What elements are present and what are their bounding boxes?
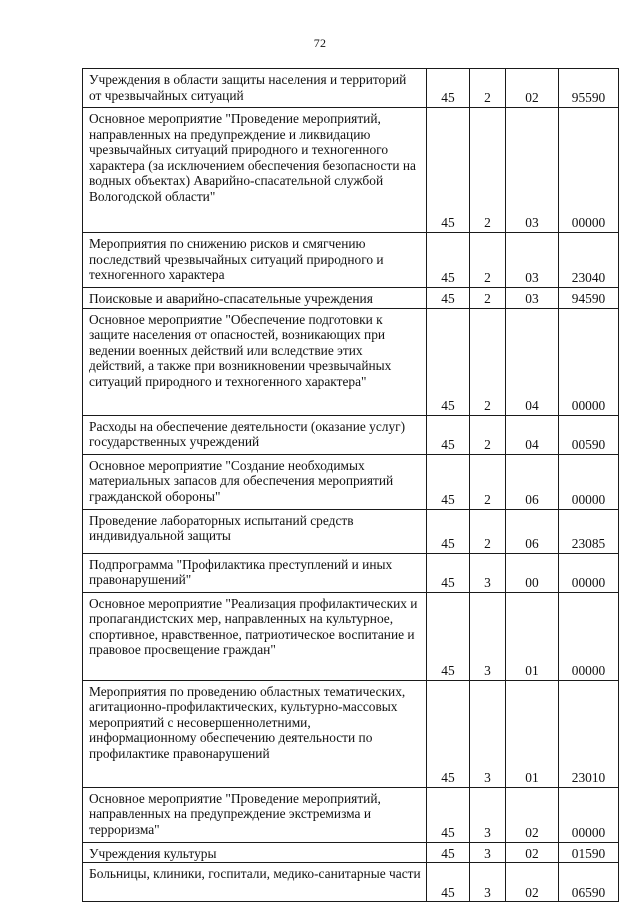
row-name: Проведение лабораторных испытаний средств индивидуальной защиты bbox=[89, 512, 354, 544]
code-subprogram-cell: 3 bbox=[470, 680, 506, 787]
table-row bbox=[83, 69, 619, 108]
code-program-cell: 45 bbox=[427, 592, 470, 680]
code-event-cell: 03 bbox=[506, 108, 559, 233]
code-event-cell: 02 bbox=[506, 69, 559, 108]
code-subprogram-cell: 2 bbox=[470, 509, 506, 553]
code-event-cell: 03 bbox=[506, 288, 559, 309]
row-name-cell bbox=[83, 787, 427, 842]
code-subprogram-cell: 2 bbox=[470, 288, 506, 309]
row-name: Основное мероприятие "Проведение мероприятий, направленных на предупреждение экстремизма и терроризма" bbox=[89, 790, 381, 837]
code-direction-cell: 01590 bbox=[559, 842, 619, 863]
row-name-cell bbox=[83, 842, 427, 863]
code-subprogram-cell: 3 bbox=[470, 592, 506, 680]
code-direction-cell: 00000 bbox=[559, 592, 619, 680]
code-event-cell: 04 bbox=[506, 415, 559, 454]
row-name-cell bbox=[83, 69, 427, 108]
row-name: Расходы на обеспечение деятельности (оказание услуг) государственных учреждений bbox=[89, 418, 406, 450]
code-direction-cell: 00000 bbox=[559, 454, 619, 509]
code-program-cell: 45 bbox=[427, 308, 470, 415]
code-event-cell: 01 bbox=[506, 592, 559, 680]
page-number: 72 bbox=[313, 36, 327, 50]
row-name: Основное мероприятие "Проведение мероприятий, направленных на предупреждение и ликвидацию чрезвычайных ситуаций природного и техногенного характера (за исключением обеспечения безопасности на водных объектах) Аварийно-спасательной службой Вологодской области" bbox=[89, 111, 416, 204]
row-name: Мероприятия по снижению рисков и смягчению последствий чрезвычайных ситуаций природного и техногенного характера bbox=[89, 236, 384, 283]
code-program-cell: 45 bbox=[427, 787, 470, 842]
row-name-cell bbox=[83, 108, 427, 233]
code-subprogram-cell: 2 bbox=[470, 233, 506, 288]
row-name-cell bbox=[83, 308, 427, 415]
code-direction-cell: 23085 bbox=[559, 509, 619, 553]
row-name: Основное мероприятие "Обеспечение подготовки к защите населения от опасностей, возникающих при ведении военных действий или вследствие этих действий, а также при возникновении чрезвычайных ситуаций природного и техногенного характера" bbox=[89, 311, 392, 389]
row-name-cell bbox=[83, 454, 427, 509]
code-program-cell: 45 bbox=[427, 680, 470, 787]
code-event-cell: 01 bbox=[506, 680, 559, 787]
code-program-cell: 45 bbox=[427, 863, 470, 902]
table-row bbox=[83, 553, 619, 592]
row-name-cell bbox=[83, 509, 427, 553]
budget-table-body bbox=[83, 69, 619, 902]
code-subprogram-cell: 3 bbox=[470, 842, 506, 863]
code-direction-cell: 00000 bbox=[559, 308, 619, 415]
row-name-cell bbox=[83, 415, 427, 454]
code-direction-cell: 00590 bbox=[559, 415, 619, 454]
row-name: Учреждения культуры bbox=[89, 845, 217, 861]
table-row bbox=[83, 233, 619, 288]
code-event-cell: 02 bbox=[506, 842, 559, 863]
row-name-cell bbox=[83, 553, 427, 592]
code-direction-cell: 00000 bbox=[559, 553, 619, 592]
code-program-cell: 45 bbox=[427, 288, 470, 309]
code-subprogram-cell: 2 bbox=[470, 108, 506, 233]
code-event-cell: 02 bbox=[506, 787, 559, 842]
row-name-cell bbox=[83, 863, 427, 902]
code-subprogram-cell: 3 bbox=[470, 863, 506, 902]
code-direction-cell: 23010 bbox=[559, 680, 619, 787]
row-name: Учреждения в области защиты населения и территорий от чрезвычайных ситуаций bbox=[89, 72, 407, 103]
code-event-cell: 06 bbox=[506, 509, 559, 553]
table-row bbox=[83, 108, 619, 233]
code-event-cell: 06 bbox=[506, 454, 559, 509]
table-row bbox=[83, 509, 619, 553]
code-event-cell: 00 bbox=[506, 553, 559, 592]
row-name: Поисковые и аварийно-спасательные учреждения bbox=[89, 291, 373, 306]
code-event-cell: 03 bbox=[506, 233, 559, 288]
code-program-cell: 45 bbox=[427, 108, 470, 233]
code-direction-cell: 94590 bbox=[559, 288, 619, 309]
table-row bbox=[83, 863, 619, 902]
row-name: Основное мероприятие "Реализация профилактических и пропагандистских мер, направленных на культурное, спортивное, нравственное, патриотическое воспитание и правовое просвещение граждан" bbox=[89, 595, 418, 658]
table-row bbox=[83, 308, 619, 415]
code-direction-cell: 00000 bbox=[559, 787, 619, 842]
code-subprogram-cell: 3 bbox=[470, 553, 506, 592]
row-name: Мероприятия по проведению областных тематических, агитационно-профилактических, культурно-массовых мероприятий с несовершеннолетними, информационному обеспечению деятельности по профилактике правонарушений bbox=[89, 683, 406, 761]
code-program-cell: 45 bbox=[427, 509, 470, 553]
code-program-cell: 45 bbox=[427, 415, 470, 454]
code-program-cell: 45 bbox=[427, 842, 470, 863]
table-row bbox=[83, 787, 619, 842]
code-event-cell: 04 bbox=[506, 308, 559, 415]
row-name: Основное мероприятие "Создание необходимых материальных запасов для обеспечения мероприятий гражданской обороны" bbox=[89, 457, 394, 504]
code-subprogram-cell: 2 bbox=[470, 308, 506, 415]
code-subprogram-cell: 2 bbox=[470, 454, 506, 509]
row-name: Больницы, клиники, госпитали, медико-санитарные части bbox=[89, 866, 421, 882]
code-direction-cell: 23040 bbox=[559, 233, 619, 288]
row-name: Подпрограмма "Профилактика преступлений и иных правонарушений" bbox=[89, 556, 393, 588]
budget-table bbox=[82, 68, 619, 902]
row-name-cell bbox=[83, 288, 427, 309]
table-row bbox=[83, 454, 619, 509]
row-name-cell bbox=[83, 592, 427, 680]
table-row bbox=[83, 288, 619, 309]
code-subprogram-cell: 3 bbox=[470, 787, 506, 842]
table-row bbox=[83, 415, 619, 454]
row-name-cell bbox=[83, 233, 427, 288]
code-subprogram-cell: 2 bbox=[470, 69, 506, 108]
code-direction-cell: 95590 bbox=[559, 69, 619, 108]
table-row bbox=[83, 592, 619, 680]
code-event-cell: 02 bbox=[506, 863, 559, 902]
code-program-cell: 45 bbox=[427, 553, 470, 592]
code-program-cell: 45 bbox=[427, 233, 470, 288]
code-subprogram-cell: 2 bbox=[470, 415, 506, 454]
code-direction-cell: 06590 bbox=[559, 863, 619, 902]
code-program-cell: 45 bbox=[427, 69, 470, 108]
code-program-cell: 45 bbox=[427, 454, 470, 509]
row-name-cell bbox=[83, 680, 427, 787]
code-direction-cell: 00000 bbox=[559, 108, 619, 233]
table-row bbox=[83, 680, 619, 787]
table-row bbox=[83, 842, 619, 863]
